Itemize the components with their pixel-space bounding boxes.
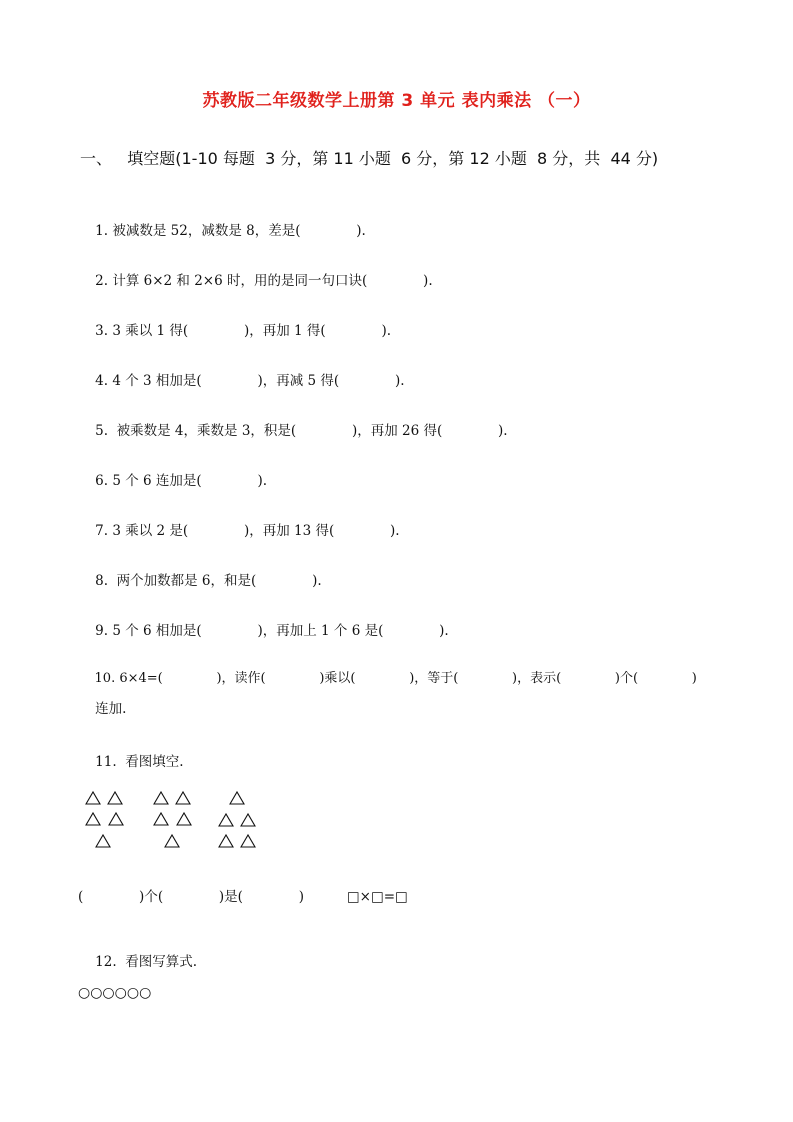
question-text: 被减数是 52，减数是 8，差是( ). [108,223,366,239]
question-12 [78,934,197,986]
question-text: 连加. [95,701,127,717]
question-5 [78,403,508,455]
triangle-icon [219,835,233,847]
question-10-continuation [78,681,126,733]
question-11-answer-row: ( )个( )是( ) □×□=□ [78,889,408,905]
question-text: 计算 6×2 和 2×6 时，用的是同一句口诀( ). [108,273,433,289]
question-number: 9. [95,623,109,639]
question-text: 5 个 6 连加是( ). [108,473,268,489]
question-text: 4 个 3 相加是( )，再减 5 得( ). [108,373,405,389]
question-text: 3 乘以 1 得( )，再加 1 得( ). [108,323,392,339]
circle-figure: ○○○○○○ [78,985,152,1001]
triangle-icon [177,813,191,825]
triangle-icon [219,814,233,826]
question-4 [78,353,405,405]
triangle-icon [154,813,168,825]
triangle-icon [109,813,123,825]
question-text: 两个加数都是 6，和是( ). [108,573,322,589]
question-number: 1. [95,223,109,239]
triangle-icon [241,835,255,847]
question-number: 5. [95,423,109,439]
question-number: 3. [95,323,109,339]
question-text: 6×4=( )，读作( )乘以( )，等于( )，表示( )个( ) [115,671,697,686]
triangle-icon [176,792,190,804]
question-number: 8. [95,573,109,589]
triangle-icon [230,792,244,804]
question-11 [78,734,184,786]
question-number: 10. [94,671,116,686]
question-3 [78,303,391,355]
question-text: 看图填空. [116,754,184,770]
question-6 [78,453,267,505]
question-1 [78,203,366,255]
triangle-icon [86,813,100,825]
question-text: 被乘数是 4，乘数是 3，积是( )，再加 26 得( ). [108,423,508,439]
triangle-icon [165,835,179,847]
question-number: 7. [95,523,109,539]
question-9 [78,603,449,655]
question-number: 4. [95,373,109,389]
triangle-icon [86,792,100,804]
question-7 [78,503,400,555]
question-text: 3 乘以 2 是( )，再加 13 得( ). [108,523,400,539]
triangle-icon [108,792,122,804]
triangle-icon [96,835,110,847]
question-10 [78,652,697,701]
question-number: 12. [95,954,117,970]
triangle-icon [241,814,255,826]
triangle-icon [154,792,168,804]
page-title: 苏教版二年级数学上册第 3 单元 表内乘法 （一） [202,91,591,111]
question-8 [78,553,322,605]
question-number: 6. [95,473,109,489]
question-text: 5 个 6 相加是( )，再加上 1 个 6 是( ). [108,623,449,639]
triangle-figure [80,788,280,852]
question-2 [78,253,433,305]
question-number: 11. [95,754,117,770]
question-number: 2. [95,273,109,289]
section-heading: 一、 填空题(1-10 每题 3 分，第 11 小题 6 分，第 12 小题 8 分，共 44 分) [80,149,659,168]
question-text: 看图写算式. [116,954,198,970]
